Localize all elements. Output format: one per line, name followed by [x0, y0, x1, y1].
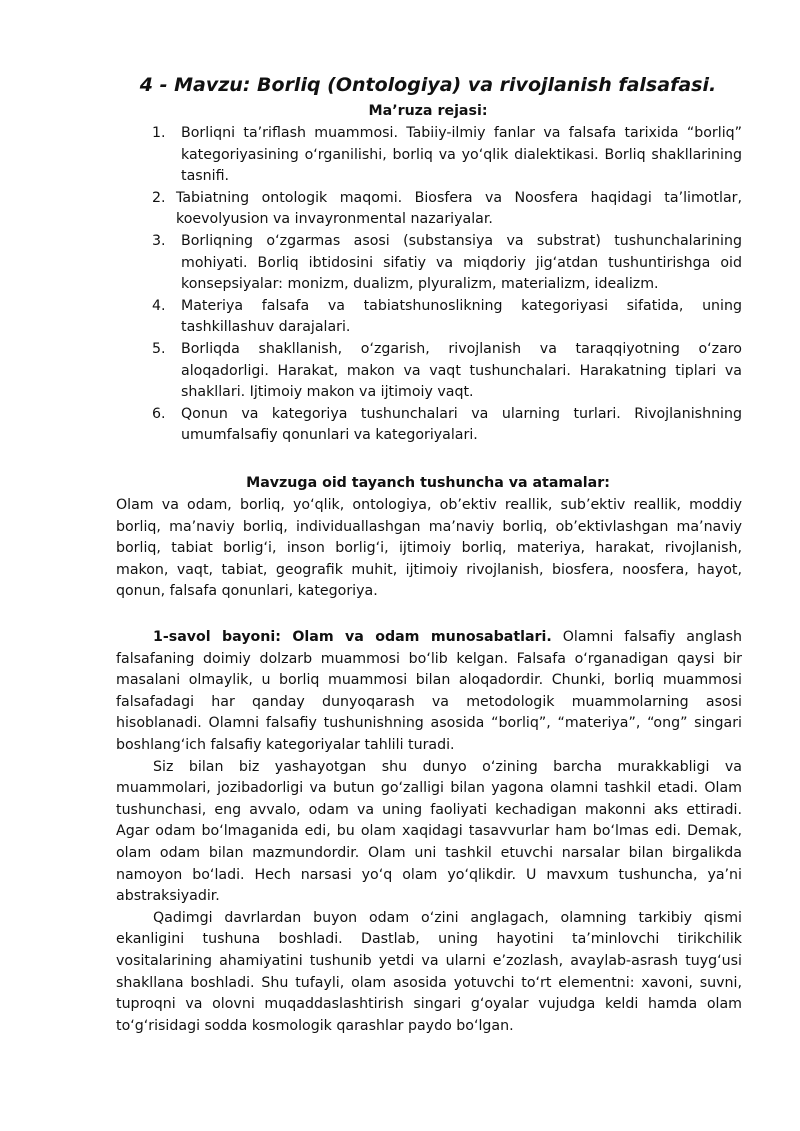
- plan-item: [152, 404, 742, 447]
- plan-item-number: 6.: [152, 405, 166, 422]
- plan-item-text: Qonun va kategoriya tushunchalari va ularning turlari. Rivojlanishning umumfalsafiy qonunlari va kategoriyalari.: [181, 405, 742, 444]
- plan-item: [152, 339, 742, 404]
- page-title: 4 - Mavzu: Borliq (Ontologiya) va rivojlanish falsafasi.: [139, 74, 717, 96]
- plan-item-text: Borliqni ta’riflash muammosi. Tabiiy-ilmiy fanlar va falsafa tarixida “borliq” kategoriyasining o‘rganilishi, borliq va yo‘qlik dialektikasi. Borliq shakllarining tasnifi.: [181, 125, 742, 185]
- body-paragraph: Qadimgi davrlardan buyon odam o‘zini anglagach, olamning tarkibiy qismi ekanligini tushuna boshladi. Dastlab, uning hayotini ta’minlovchi tirikchilik vositalarining ahamiyatini tushunib yetdi va ularni e’zozlash, avaylab-asrash tuyg‘usi shakllana boshladi. Shu tufayli, olam asosida yotuvchi to‘rt elementni: xavoni, suvni, tuproqni va olovni muqaddaslashtirish singari g‘oyalar vujudga keldi hamda olam to‘g‘risidagi sodda kosmologik qarashlar paydo bo‘lgan.: [116, 909, 742, 1034]
- section-heading: 1-savol bayoni: Olam va odam munosabatlari.: [153, 629, 552, 645]
- body-paragraph: [116, 627, 742, 757]
- lecture-plan-list: [152, 123, 742, 447]
- plan-item-number: 1.: [152, 125, 166, 141]
- plan-item-text: Borliqning o‘zgarmas asosi (substansiya va substrat) tushunchalarining mohiyati. Borliq ibtidosini sifatiy va miqdoriy jig‘atdan tushuntirishga oid konsepsiyalar: monizm, dualizm, plyuralizm, materializm, idealizm.: [181, 232, 742, 293]
- plan-item-number: 3.: [152, 232, 166, 249]
- plan-item: [152, 231, 742, 296]
- plan-item: [152, 296, 742, 339]
- plan-item-number: 4.: [152, 297, 166, 314]
- terms-text: Olam va odam, borliq, yo‘qlik, ontologiya, ob’ektiv reallik, sub’ektiv reallik, moddiy borliq, ma’naviy borliq, individuallashgan ma’naviy borliq, ob’ektivlashgan ma’naviy borliq, tabiat borlig‘i, inson borlig‘i, ijtimoiy borliq, materiya, harakat, rivojlanish, makon, vaqt, tabiat, geografik muhit, ijtimoiy rivojlanish, biosfera, noosfera, hayot, qonun, falsafa qonunlari, kategoriya.: [116, 497, 742, 600]
- body-paragraph: Siz bilan biz yashayotgan shu dunyo o‘zining barcha murakkabligi va muammolari, jozibadorligi va butun go‘zalligi bilan yagona olamni tashkil etadi. Olam tushunchasi, eng avvalo, odam va uning faoliyati kechadigan makonni aks ettiradi. Agar odam bo‘lmaganida edi, bu olam xaqidagi tasavvurlar ham bo‘lmas edi. Demak, olam odam bilan mazmundordir. Olam uni tashkil etuvchi narsalar bilan birgalikda namoyon bo‘ladi. Hech narsasi yo‘q olam yo‘qlikdir. U mavxum tushuncha, ya’ni abstraksiyadir.: [116, 758, 742, 905]
- plan-item-number: 5.: [152, 340, 166, 357]
- plan-item: [152, 188, 742, 231]
- plan-item-number: 2.: [152, 189, 166, 206]
- plan-heading: Ma’ruza rejasi:: [368, 103, 488, 119]
- terms-heading: Mavzuga oid tayanch tushuncha va atamalar:: [246, 475, 610, 491]
- plan-item-text: Materiya falsafa va tabiatshunoslikning kategoriyasi sifatida, uning tashkillashuv darajalari.: [181, 297, 742, 336]
- section-body: [116, 627, 742, 1037]
- plan-item: [152, 123, 742, 188]
- paragraph-text: Olamni falsafiy anglash falsafaning doimiy dolzarb muammosi bo‘lib kelgan. Falsafa o‘rganadigan qaysi bir masalani olmaylik, u borliq muammosi bilan aloqadordir. Chunki, borliq muammosi falsafadagi har qanday dunyoqarash va metodologik muammolarning asosi hisoblanadi. Olamni falsafiy tushunishning asosida “borliq”, “materiya”, “ong” singari boshlang‘ich falsafiy kategoriyalar tahlili turadi.: [116, 629, 742, 753]
- plan-item-text: Borliqda shakllanish, o‘zgarish, rivojlanish va taraqqiyotning o‘zaro aloqadorligi. Harakat, makon va vaqt tushunchalari. Harakatning tiplari va shakllari. Ijtimoiy makon va ijtimoiy vaqt.: [181, 340, 742, 401]
- plan-item-text: Tabiatning ontologik maqomi. Biosfera va Noosfera haqidagi ta’limotlar, koevolyusion va invayronmental nazariyalar.: [176, 189, 742, 228]
